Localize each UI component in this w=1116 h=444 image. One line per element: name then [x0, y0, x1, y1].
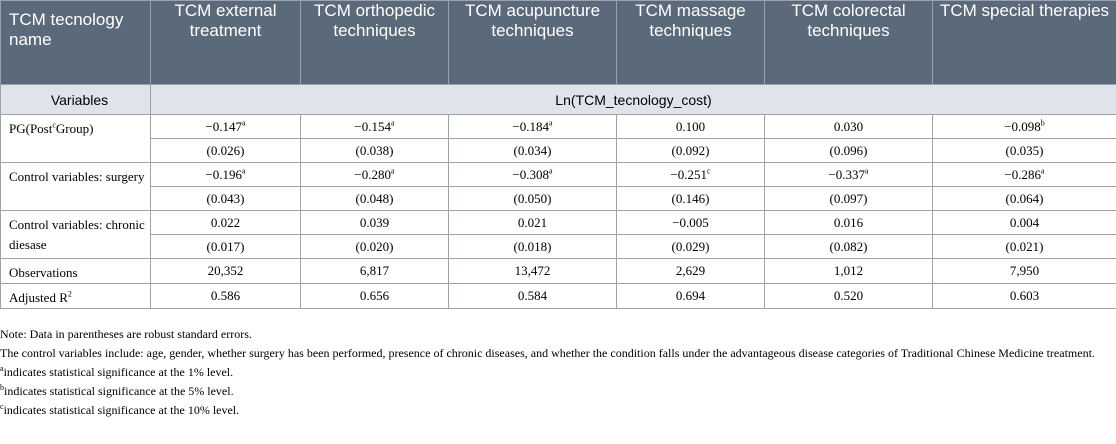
cell-value: 0.584 — [449, 284, 617, 309]
cell-coef: −0.280$^a$ — [301, 163, 449, 187]
table-row — [1, 163, 1116, 187]
cell-value: 0.694 — [617, 284, 765, 309]
header-orthopedic-techniques: TCM orthopedic techniques — [301, 1, 449, 85]
cell-value: 20,352 — [151, 259, 301, 284]
header-row — [1, 1, 1116, 85]
subheader-row — [1, 85, 1116, 115]
row-label-observations: Observations — [1, 259, 151, 284]
cell-coef: 0.030 — [765, 115, 933, 139]
cell-se: (0.020) — [301, 235, 449, 259]
cell-se: (0.096) — [765, 139, 933, 163]
cell-se: (0.097) — [765, 187, 933, 211]
dependent-variable-label: Ln(TCM_tecnology_cost) — [151, 85, 1116, 115]
cell-coef: 0.100 — [617, 115, 765, 139]
note-standard-errors: Note: Data in parentheses are robust standard errors. — [0, 327, 252, 341]
cell-value: 0.656 — [301, 284, 449, 309]
cell-coef: 0.021 — [449, 211, 617, 235]
cell-se: (0.035) — [933, 139, 1116, 163]
cell-se: (0.082) — [765, 235, 933, 259]
cell-se: (0.050) — [449, 187, 617, 211]
cell-se: (0.092) — [617, 139, 765, 163]
cell-coef: −0.337$^a$ — [765, 163, 933, 187]
cell-se: (0.017) — [151, 235, 301, 259]
table-row — [1, 187, 1116, 211]
cell-coef: −0.184$^a$ — [449, 115, 617, 139]
cell-coef: 0.004 — [933, 211, 1116, 235]
cell-se: (0.026) — [151, 139, 301, 163]
header-tcm-technology-name: TCM tecnology name — [1, 1, 151, 85]
cell-coef: −0.147$^a$ — [151, 115, 301, 139]
cell-se: (0.018) — [449, 235, 617, 259]
cell-coef: 0.022 — [151, 211, 301, 235]
cell-se: (0.029) — [617, 235, 765, 259]
header-special-therapies: TCM special therapies — [933, 1, 1116, 85]
variables-label: Variables — [1, 85, 151, 115]
cell-value: 13,472 — [449, 259, 617, 284]
cell-se: (0.034) — [449, 139, 617, 163]
table-row — [1, 139, 1116, 163]
cell-se: (0.038) — [301, 139, 449, 163]
cell-coef: −0.251$^c$ — [617, 163, 765, 187]
cell-value: 2,629 — [617, 259, 765, 284]
cell-coef: 0.039 — [301, 211, 449, 235]
table-notes — [0, 325, 1116, 420]
cell-coef: 0.016 — [765, 211, 933, 235]
table-row — [1, 235, 1116, 259]
header-colorectal-techniques: TCM colorectal techniques — [765, 1, 933, 85]
cell-coef: −0.196$^a$ — [151, 163, 301, 187]
row-label-adjusted-r2: Adjusted $R^2$ — [1, 284, 151, 309]
cell-value: 0.520 — [765, 284, 933, 309]
note-significance-1pct: $^a$indicates statistical significance at the 1% level. — [0, 364, 234, 379]
header-external-treatment: TCM external treatment — [151, 1, 301, 85]
cell-se: (0.048) — [301, 187, 449, 211]
row-label-chronic-disease: Control variables: chronic diesase — [1, 211, 151, 259]
note-significance-5pct: $^b$indicates statistical significance at the 5% level. — [0, 383, 234, 398]
table-row — [1, 211, 1116, 235]
row-label-pg: PG(Post$^c$Group) — [1, 115, 151, 163]
cell-coef: −0.286$^a$ — [933, 163, 1116, 187]
table-row — [1, 284, 1116, 309]
cell-se: (0.021) — [933, 235, 1116, 259]
cell-value: 6,817 — [301, 259, 449, 284]
cell-value: 0.603 — [933, 284, 1116, 309]
note-control-variables: The control variables include: age, gender, whether surgery has been performed, presence of chronic diseases, and whether the condition falls under the advantageous disease categories of Traditional Chinese Medicine treatment. — [0, 346, 1095, 360]
row-label-surgery: Control variables: surgery — [1, 163, 151, 211]
note-significance-10pct: $^c$indicates statistical significance at the 10% level. — [0, 402, 240, 417]
header-acupuncture-techniques: TCM acupuncture techniques — [449, 1, 617, 85]
cell-se: (0.146) — [617, 187, 765, 211]
cell-se: (0.064) — [933, 187, 1116, 211]
cell-coef: −0.098$^b$ — [933, 115, 1116, 139]
cell-coef: −0.154$^a$ — [301, 115, 449, 139]
cell-value: 7,950 — [933, 259, 1116, 284]
cell-value: 1,012 — [765, 259, 933, 284]
cell-coef: −0.308$^a$ — [449, 163, 617, 187]
cell-coef: −0.005 — [617, 211, 765, 235]
table-row — [1, 259, 1116, 284]
header-massage-techniques: TCM massage techniques — [617, 1, 765, 85]
table-row — [1, 115, 1116, 139]
cell-se: (0.043) — [151, 187, 301, 211]
cell-value: 0.586 — [151, 284, 301, 309]
